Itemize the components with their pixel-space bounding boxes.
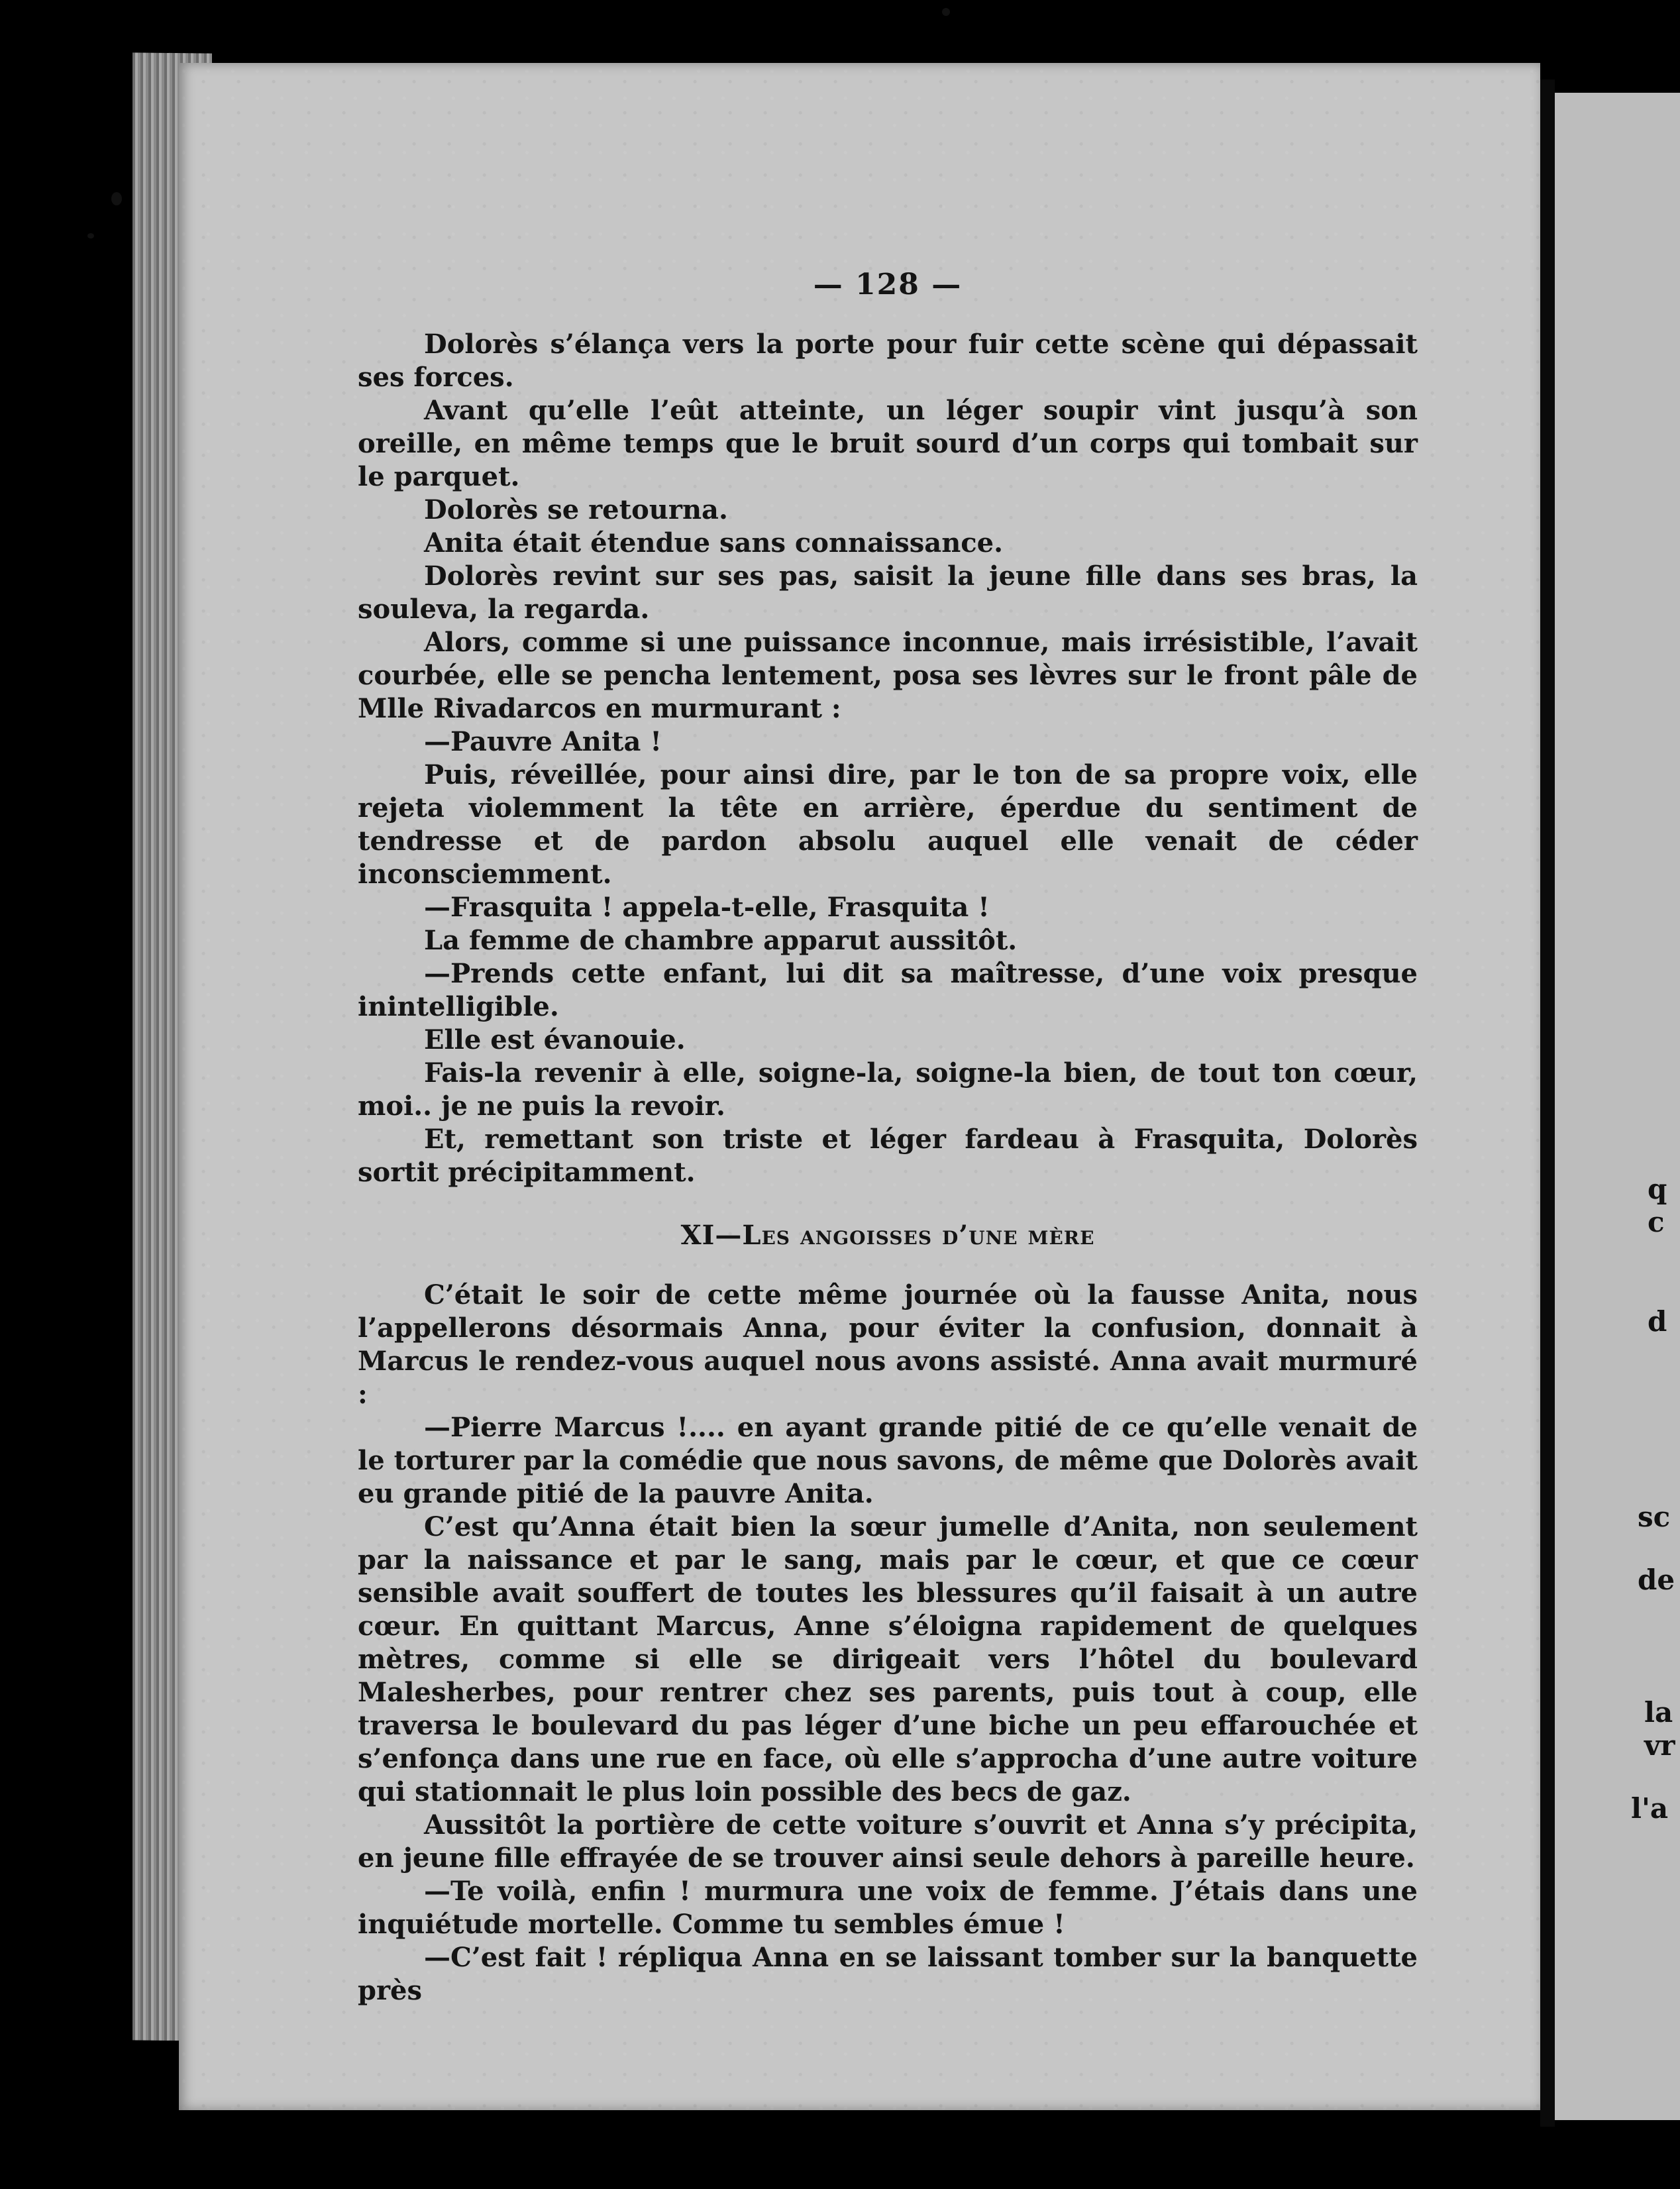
- paragraph: Elle est évanouie.: [424, 1024, 686, 1055]
- paragraph: Dolorès revint sur ses pas, saisit la jeune fille dans ses bras, la souleva, la regarda.: [358, 561, 1418, 625]
- chapter-title: Les angoisses d’une mère: [742, 1220, 1095, 1251]
- paragraph: Dolorès se retourna.: [424, 494, 728, 525]
- paragraph: C’est qu’Anna était bien la sœur jumelle d’Anita, non seulement par la naissance et par le sang, mais par le cœur, et que ce cœur sensible avait souffert de toutes les blessures qu’il faisait à un autre cœur. En quittant Marcus, Anne s’éloigna rapidement de quelques mètres, comme si elle se dirigeait vers l’hôtel du boulevard Malesherbes, pour rentrer chez ses parents, puis tout à coup, elle traversa le boulevard du pas léger d’une biche un peu effarouchée et s’enfonça dans une rue en face, où elle s’approcha d’une autre voiture qui stationnait le plus loin possible des becs de gaz.: [358, 1511, 1418, 1807]
- paragraph: Aussitôt la portière de cette voiture s’ouvrit et Anna s’y précipita, en jeune fille effrayée de se trouver ainsi seule dehors à pareille heure.: [358, 1809, 1418, 1874]
- paragraph: Avant qu’elle l’eût atteinte, un léger soupir vint jusqu’à son oreille, en même temps que le bruit sourd d’un corps qui tombait sur le parquet.: [358, 395, 1418, 492]
- dialogue-line: —Te voilà, enfin ! murmura une voix de femme. J’étais dans une inquiétude mortelle. Comme tu sembles émue !: [358, 1876, 1418, 1940]
- paragraph: Anita était étendue sans connaissance.: [424, 527, 1004, 559]
- dialogue-line: —Pierre Marcus !.... en ayant grande pitié de ce qu’elle venait de le torturer par la comédie que nous savons, de même que Dolorès avait eu grande pitié de la pauvre Anita.: [358, 1412, 1418, 1509]
- adjacent-page-fragment: l'a: [1631, 1792, 1669, 1825]
- paragraph: Et, remettant son triste et léger fardeau à Frasquita, Dolorès sortit précipitamment.: [358, 1124, 1418, 1188]
- page-number: — 128 —: [813, 268, 963, 301]
- book-spine: [1540, 80, 1555, 2127]
- dust-speck: [942, 8, 950, 16]
- paragraph: C’était le soir de cette même journée où la fausse Anita, nous l’appellerons désormais Anna, pour éviter la confusion, donnait à Marcus le rendez-vous auquel nous avons assisté. Anna avait murmuré :: [358, 1279, 1418, 1410]
- adjacent-page-edge: [1555, 93, 1680, 2120]
- paragraph: La femme de chambre apparut aussitôt.: [424, 925, 1018, 956]
- chapter-numeral: XI—: [680, 1220, 743, 1251]
- dust-speck: [87, 233, 94, 239]
- adjacent-page-fragment: q: [1648, 1173, 1667, 1205]
- page-text: [358, 268, 1418, 2007]
- adjacent-page-fragment: sc: [1638, 1501, 1671, 1533]
- dialogue-line: —Prends cette enfant, lui dit sa maîtresse, d’une voix presque inintelligible.: [358, 958, 1418, 1022]
- adjacent-page-fragment: c: [1648, 1206, 1665, 1238]
- adjacent-page-fragment: de: [1638, 1564, 1675, 1596]
- paragraphs-before-heading: [358, 328, 1418, 1189]
- paragraph: Alors, comme si une puissance inconnue, mais irrésistible, l’avait courbée, elle se pencha lentement, posa ses lèvres sur le front pâle de Mlle Rivadarcos en murmurant :: [358, 627, 1418, 724]
- adjacent-page-fragment: la: [1644, 1696, 1673, 1729]
- paragraph: Puis, réveillée, pour ainsi dire, par le ton de sa propre voix, elle rejeta violemment la tête en arrière, éperdue du sentiment de tendresse et de pardon absolu auquel elle venait de céder inconsciemment.: [358, 759, 1418, 890]
- paragraphs-after-heading: [358, 1279, 1418, 2007]
- paragraph: Dolorès s’élança vers la porte pour fuir cette scène qui dépassait ses forces.: [358, 329, 1418, 393]
- adjacent-page-fragment: vr: [1644, 1729, 1675, 1762]
- paragraph: Fais-la revenir à elle, soigne-la, soigne-la bien, de tout ton cœur, moi.. je ne puis la revoir.: [358, 1057, 1418, 1122]
- dust-speck: [111, 192, 122, 205]
- chapter-heading: [358, 1219, 1418, 1252]
- dialogue-line: —Frasquita ! appela-t-elle, Frasquita !: [424, 892, 990, 923]
- dialogue-line: —Pauvre Anita !: [424, 726, 662, 757]
- dialogue-line: —C’est fait ! répliqua Anna en se laissant tomber sur la banquette près: [358, 1942, 1418, 2006]
- adjacent-page-fragment: d: [1648, 1305, 1667, 1338]
